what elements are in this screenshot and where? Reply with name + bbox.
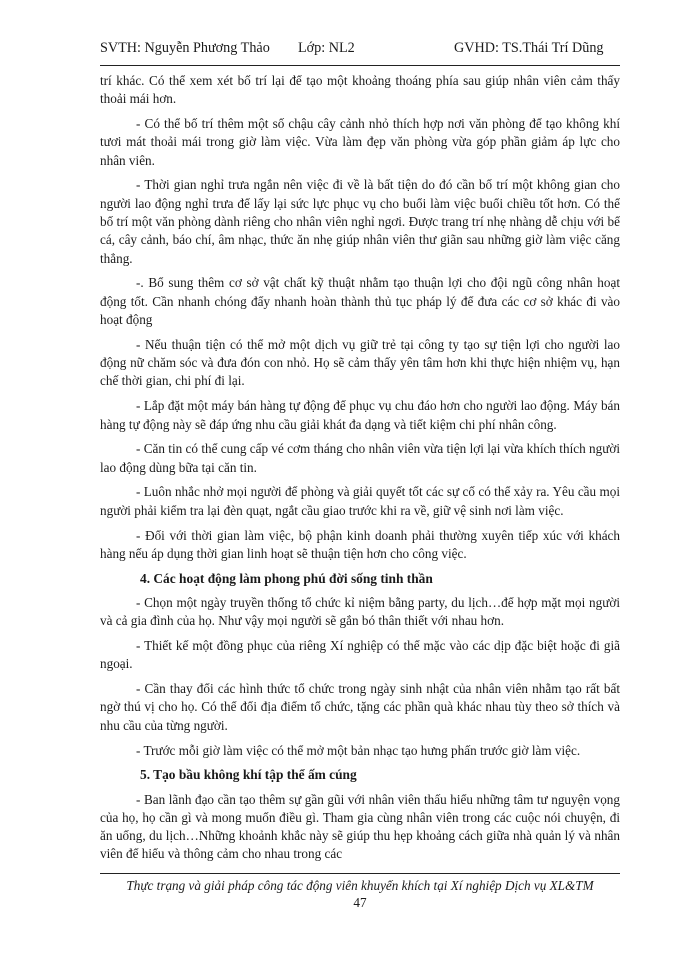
header-student: SVTH: Nguyễn Phương Thảo [100,40,270,56]
section-heading-4: 4. Các hoạt động làm phong phú đời sống tinh thần [140,570,433,586]
header-rule [100,65,620,66]
header-supervisor: GVHD: TS.Thái Trí Dũng [454,40,604,56]
header-class: Lớp: NL2 [298,40,355,56]
paragraph: - Đối với thời gian làm việc, bộ phận kinh doanh phải thường xuyên tiếp xúc với khách hàng nếu áp dụng thời gian linh hoạt sẽ thuận tiện hơn cho công việc. [100,527,620,561]
paragraph: trí khác. Có thể xem xét bố trí lại để tạo một khoảng thoáng phía sau giúp nhân viên cảm thấy thoải mái hơn. [100,73,620,107]
paragraph: - Luôn nhắc nhở mọi người để phòng và giải quyết tốt các sự cố có thể xảy ra. Yêu cầu mọi người phải kiểm tra lại đèn quạt, ngắt cầu giao trước khi ra về, giữ vệ sinh nơi làm việc. [100,484,620,518]
page-number: 47 [353,895,367,910]
section-heading-5: 5. Tạo bầu không khí tập thể ấm cúng [140,767,357,783]
paragraph: - Nếu thuận tiện có thể mở một dịch vụ giữ trẻ tại công ty tạo sự tiện lợi cho người lao động nữ chăm sóc và đưa đón con nhỏ. Họ sẽ cảm thấy yên tâm hơn khi thực hiện nhiệm vụ, hạn chế thời gian, chi phí đi lại. [100,336,620,389]
paragraph: - Lắp đặt một máy bán hàng tự động để phục vụ chu đáo hơn cho người lao động. Máy bán hàng tự động này sẽ đáp ứng nhu cầu giải khát đa dạng và tiết kiệm chi phí nhân công. [100,398,620,432]
paragraph: - Trước mỗi giờ làm việc có thể mở một bản nhạc tạo hưng phấn trước giờ làm việc. [136,742,581,758]
footer-rule [100,873,620,874]
page-header [100,40,620,60]
paragraph: - Thiết kế một đồng phục của riêng Xí nghiệp có thể mặc vào các dịp đặc biệt hoặc đi giã ngoại. [100,638,620,672]
paragraph: - Chọn một ngày truyền thống tổ chức kỉ niệm bằng party, du lịch…để hợp mặt mọi người và cả gia đình của họ. Như vậy mọi người sẽ gắn bó thân thiết với nhau hơn. [100,594,620,629]
page-body [100,72,620,870]
paragraph: - Có thể bố trí thêm một số chậu cây cảnh nhỏ thích hợp nơi văn phòng để tạo không khí tươi mát thoải mái trong giờ làm việc. Vừa làm đẹp văn phòng vừa góp phần giảm áp lực cho nhân viên. [100,116,620,168]
page-footer [100,877,620,911]
paragraph: - Thời gian nghỉ trưa ngắn nên việc đi về là bất tiện do đó cần bố trí một không gian cho người lao động nghỉ trưa để lấy lại sức lực phục vụ cho buổi làm việc buổi chiều tốt hơn. Có thể bố trí một văn phòng dành riêng cho nhân viên nghỉ ngơi. Được trang trí nhẹ nhàng dễ chịu với bể cá, cây cảnh, báo chí, âm nhạc, thức ăn nhẹ giúp nhân viên thư giãn sau những giờ làm việc căng thẳng. [100,177,620,266]
paragraph: - Cần thay đổi các hình thức tổ chức trong ngày sinh nhật của nhân viên nhằm tạo rất bất ngờ thú vị cho họ. Có thể đổi địa điểm tổ chức, tặng các phần quà khác nhau tùy theo sở thích và nhu cầu của từng người. [100,681,620,733]
paragraph: - Căn tin có thể cung cấp vé cơm tháng cho nhân viên vừa tiện lợi lại vừa khích thích người lao động dùng bữa tại căn tin. [100,441,620,475]
paragraph: - Ban lãnh đạo cần tạo thêm sự gần gũi với nhân viên thấu hiểu những tâm tư nguyện vọng của họ, họ cần gì và mong muốn điều gì. Tham gia cùng nhân viên trong các cuộc nói chuyện, đi ăn uống, du lịch…Những khoảnh khắc này sẽ giúp thu hẹp khoảng cách giữa nhà quản lý và nhân viên để hiểu và thông cảm cho nhau trong các [100,791,620,862]
paragraph: -. Bổ sung thêm cơ sở vật chất kỹ thuật nhằm tạo thuận lợi cho đội ngũ công nhân hoạt động tốt. Cần nhanh chóng đẩy nhanh hoàn thành thủ tục pháp lý để đưa các cơ sở khác đi vào hoạt động [100,275,620,328]
footer-title: Thực trạng và giải pháp công tác động viên khuyến khích tại Xí nghiệp Dịch vụ XL&TM [126,878,594,893]
